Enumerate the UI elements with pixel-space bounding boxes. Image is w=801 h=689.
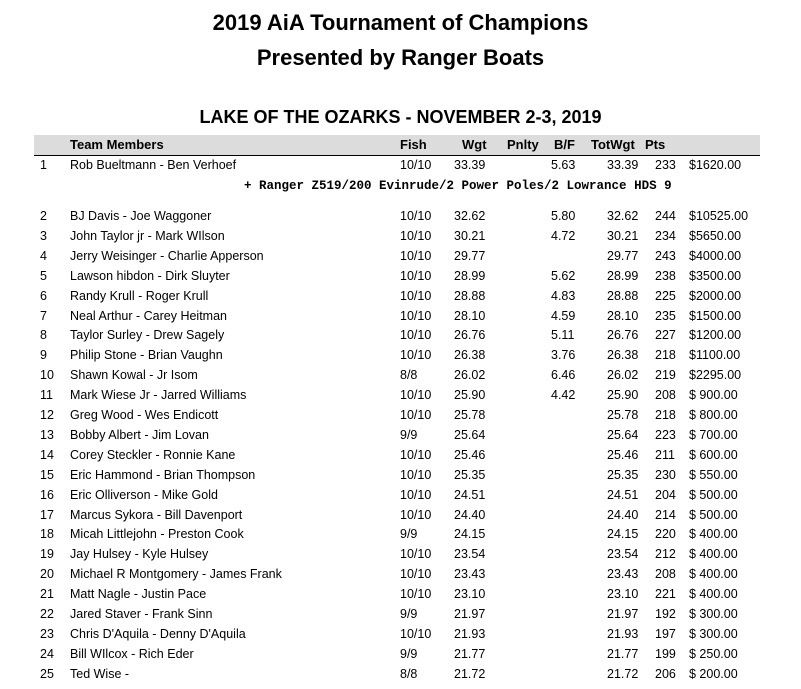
weight: 24.40 bbox=[454, 507, 486, 522]
page-subtitle-sponsor: Presented by Ranger Boats bbox=[256, 45, 545, 70]
fish-count: 9/9 bbox=[400, 646, 418, 661]
weight: 23.54 bbox=[454, 547, 486, 562]
weight: 28.99 bbox=[454, 268, 486, 283]
weight: 21.97 bbox=[454, 607, 486, 621]
table-row bbox=[34, 366, 760, 386]
fish-count: 9/9 bbox=[400, 427, 418, 442]
big-fish: 5.11 bbox=[551, 328, 575, 343]
total-weight: 24.40 bbox=[607, 507, 639, 522]
place-number: 5 bbox=[40, 268, 47, 283]
weight: 30.21 bbox=[454, 228, 486, 243]
table-row bbox=[34, 287, 760, 307]
prize-money: $1500.00 bbox=[689, 308, 742, 323]
place-number: 12 bbox=[40, 408, 54, 422]
big-fish: 5.80 bbox=[551, 209, 576, 223]
points: 218 bbox=[655, 348, 676, 363]
header-team-members: Team Members bbox=[70, 137, 164, 152]
total-weight: 33.39 bbox=[607, 158, 639, 172]
fish-count: 10/10 bbox=[400, 547, 432, 562]
fish-count: 10/10 bbox=[400, 228, 432, 243]
team-members: Rob Bueltmann - Ben Verhoef bbox=[70, 158, 237, 172]
prize-money: $ 700.00 bbox=[689, 427, 738, 442]
place-number: 1 bbox=[40, 158, 47, 172]
place-number: 16 bbox=[40, 487, 54, 502]
place-number: 7 bbox=[40, 308, 47, 323]
team-members: Ted Wise - bbox=[70, 666, 130, 681]
table-row bbox=[34, 326, 760, 346]
weight: 25.46 bbox=[454, 447, 486, 462]
winner-prize-note: + Ranger Z519/200 Evinrude/2 Power Poles/2 Lowrance HDS 9 bbox=[244, 179, 672, 193]
team-members: Chris D'Aquila - Denny D'Aquila bbox=[70, 626, 246, 641]
points: 212 bbox=[655, 547, 676, 562]
big-fish: 5.62 bbox=[551, 268, 576, 283]
points: 199 bbox=[655, 646, 676, 661]
weight: 23.43 bbox=[454, 567, 486, 582]
place-number: 11 bbox=[40, 388, 53, 403]
points: 235 bbox=[655, 308, 676, 323]
team-members: Neal Arthur - Carey Heitman bbox=[70, 308, 228, 323]
points: 221 bbox=[655, 587, 676, 602]
prize-money: $5650.00 bbox=[689, 228, 742, 243]
table-row bbox=[34, 346, 760, 366]
total-weight: 32.62 bbox=[607, 209, 639, 223]
place-number: 6 bbox=[40, 288, 47, 303]
total-weight: 25.35 bbox=[607, 467, 639, 482]
weight: 21.77 bbox=[454, 646, 486, 661]
points: 225 bbox=[655, 288, 676, 303]
points: 220 bbox=[655, 527, 676, 542]
big-fish: 4.59 bbox=[551, 308, 576, 323]
table-row bbox=[34, 156, 760, 176]
weight: 26.02 bbox=[454, 368, 486, 383]
prize-money: $ 500.00 bbox=[689, 507, 738, 522]
prize-money: $ 550.00 bbox=[689, 467, 738, 482]
team-members: Eric Hammond - Brian Thompson bbox=[70, 467, 256, 482]
page-title: 2019 AiA Tournament of Champions bbox=[212, 10, 589, 35]
team-members: John Taylor jr - Mark WIlson bbox=[70, 228, 225, 243]
prize-money: $ 500.00 bbox=[689, 487, 738, 502]
place-number: 8 bbox=[40, 328, 47, 343]
prize-money: $ 250.00 bbox=[689, 646, 738, 661]
weight: 29.77 bbox=[454, 248, 486, 263]
weight: 25.35 bbox=[454, 467, 486, 482]
team-members: Matt Nagle - Justin Pace bbox=[70, 587, 207, 602]
prize-money: $4000.00 bbox=[689, 248, 742, 263]
table-row bbox=[34, 446, 760, 466]
fish-count: 8/8 bbox=[400, 666, 418, 681]
total-weight: 25.64 bbox=[607, 427, 639, 442]
place-number: 19 bbox=[40, 547, 54, 562]
fish-count: 10/10 bbox=[400, 487, 432, 502]
team-members: Micah Littlejohn - Preston Cook bbox=[70, 527, 244, 542]
prize-money: $ 300.00 bbox=[689, 607, 738, 621]
total-weight: 26.38 bbox=[607, 348, 639, 363]
fish-count: 10/10 bbox=[400, 248, 432, 263]
header-big-fish: B/F bbox=[554, 137, 575, 152]
table-row bbox=[34, 665, 760, 685]
total-weight: 24.15 bbox=[607, 527, 639, 542]
place-number: 24 bbox=[40, 646, 54, 661]
team-members: Corey Steckler - Ronnie Kane bbox=[70, 447, 236, 462]
results-table-header bbox=[34, 135, 760, 156]
points: 230 bbox=[655, 467, 676, 482]
team-members: Jerry Weisinger - Charlie Apperson bbox=[70, 248, 264, 263]
fish-count: 10/10 bbox=[400, 467, 432, 482]
team-members: Michael R Montgomery - James Frank bbox=[70, 567, 282, 582]
header-fish: Fish bbox=[400, 137, 427, 152]
total-weight: 25.78 bbox=[607, 408, 639, 422]
fish-count: 10/10 bbox=[400, 626, 432, 641]
header-weight: Wgt bbox=[462, 137, 487, 152]
big-fish: 4.83 bbox=[551, 288, 576, 303]
prize-money: $3500.00 bbox=[689, 268, 742, 283]
prize-money: $ 400.00 bbox=[689, 527, 738, 542]
points: 238 bbox=[655, 268, 676, 283]
fish-count: 10/10 bbox=[400, 328, 432, 343]
weight: 32.62 bbox=[454, 209, 486, 223]
prize-money: $2000.00 bbox=[689, 288, 742, 303]
points: 219 bbox=[655, 368, 676, 383]
fish-count: 9/9 bbox=[400, 527, 418, 542]
place-number: 2 bbox=[40, 209, 47, 223]
fish-count: 9/9 bbox=[400, 607, 418, 621]
big-fish: 5.63 bbox=[551, 158, 576, 172]
place-number: 10 bbox=[40, 368, 54, 383]
fish-count: 10/10 bbox=[400, 268, 432, 283]
points: 208 bbox=[655, 567, 676, 582]
prize-money: $ 400.00 bbox=[689, 567, 738, 582]
weight: 26.76 bbox=[454, 328, 486, 343]
fish-count: 10/10 bbox=[400, 348, 432, 363]
table-row bbox=[34, 207, 760, 227]
team-members: Lawson hibdon - Dirk Sluyter bbox=[70, 268, 230, 283]
table-row bbox=[34, 267, 760, 287]
table-row bbox=[34, 605, 760, 625]
team-members: Bill WIlcox - Rich Eder bbox=[70, 646, 194, 661]
prize-money: $ 900.00 bbox=[689, 388, 738, 403]
team-members: BJ Davis - Joe Waggoner bbox=[70, 209, 212, 223]
points: 208 bbox=[655, 388, 676, 403]
weight: 24.51 bbox=[454, 487, 486, 502]
place-number: 21 bbox=[40, 587, 54, 602]
points: 233 bbox=[655, 158, 676, 172]
fish-count: 8/8 bbox=[400, 368, 418, 383]
header-total-weight: TotWgt bbox=[591, 137, 635, 152]
points: 204 bbox=[655, 487, 676, 502]
big-fish: 6.46 bbox=[551, 368, 576, 383]
total-weight: 23.10 bbox=[607, 587, 639, 602]
place-number: 22 bbox=[40, 607, 54, 621]
prize-money: $1200.00 bbox=[689, 328, 742, 343]
table-row bbox=[34, 386, 760, 406]
weight: 28.88 bbox=[454, 288, 486, 303]
table-row bbox=[34, 545, 760, 565]
event-subtitle: LAKE OF THE OZARKS - NOVEMBER 2-3, 2019 bbox=[199, 107, 602, 127]
points: 243 bbox=[655, 248, 676, 263]
team-members: Jay Hulsey - Kyle Hulsey bbox=[70, 547, 209, 562]
place-number: 14 bbox=[40, 447, 54, 462]
fish-count: 10/10 bbox=[400, 587, 432, 602]
points: 211 bbox=[655, 447, 675, 462]
table-row bbox=[34, 406, 760, 426]
points: 227 bbox=[655, 328, 676, 343]
fish-count: 10/10 bbox=[400, 308, 432, 323]
team-members: Mark Wiese Jr - Jarred Williams bbox=[70, 388, 247, 403]
weight: 24.15 bbox=[454, 527, 486, 542]
team-members: Marcus Sykora - Bill Davenport bbox=[70, 507, 243, 522]
big-fish: 4.72 bbox=[551, 228, 576, 243]
total-weight: 26.76 bbox=[607, 328, 639, 343]
table-row bbox=[34, 426, 760, 446]
fish-count: 10/10 bbox=[400, 567, 432, 582]
big-fish: 3.76 bbox=[551, 348, 576, 363]
total-weight: 21.97 bbox=[607, 607, 639, 621]
prize-money: $2295.00 bbox=[689, 368, 742, 383]
team-members: Philip Stone - Brian Vaughn bbox=[70, 348, 223, 363]
prize-money: $ 200.00 bbox=[689, 666, 738, 681]
place-number: 4 bbox=[40, 248, 47, 263]
total-weight: 28.88 bbox=[607, 288, 639, 303]
total-weight: 21.93 bbox=[607, 626, 639, 641]
total-weight: 25.90 bbox=[607, 388, 639, 403]
weight: 28.10 bbox=[454, 308, 486, 323]
table-row bbox=[34, 506, 760, 526]
points: 214 bbox=[655, 507, 676, 522]
weight: 21.72 bbox=[454, 666, 486, 681]
total-weight: 26.02 bbox=[607, 368, 639, 383]
header-penalty: Pnlty bbox=[507, 137, 539, 152]
place-number: 3 bbox=[40, 228, 47, 243]
place-number: 9 bbox=[40, 348, 47, 363]
weight: 21.93 bbox=[454, 626, 486, 641]
table-row bbox=[34, 565, 760, 585]
place-number: 13 bbox=[40, 427, 54, 442]
team-members: Greg Wood - Wes Endicott bbox=[70, 408, 219, 422]
total-weight: 21.77 bbox=[607, 646, 639, 661]
table-row bbox=[34, 466, 760, 486]
points: 244 bbox=[655, 209, 676, 223]
table-row bbox=[34, 486, 760, 506]
prize-money: $ 600.00 bbox=[689, 447, 738, 462]
fish-count: 10/10 bbox=[400, 447, 432, 462]
points: 218 bbox=[655, 408, 676, 422]
big-fish: 4.42 bbox=[551, 388, 576, 403]
table-row bbox=[34, 227, 760, 247]
header-points: Pts bbox=[645, 137, 666, 152]
place-number: 20 bbox=[40, 567, 54, 582]
prize-money: $1620.00 bbox=[689, 158, 742, 172]
points: 223 bbox=[655, 427, 676, 442]
total-weight: 23.43 bbox=[607, 567, 639, 582]
prize-money: $ 400.00 bbox=[689, 587, 738, 602]
prize-money: $10525.00 bbox=[689, 209, 749, 223]
table-row bbox=[34, 247, 760, 267]
table-row bbox=[34, 525, 760, 545]
fish-count: 10/10 bbox=[400, 158, 432, 172]
table-row bbox=[34, 585, 760, 605]
place-number: 23 bbox=[40, 626, 54, 641]
team-members: Taylor Surley - Drew Sagely bbox=[70, 328, 225, 343]
fish-count: 10/10 bbox=[400, 209, 432, 223]
weight: 25.78 bbox=[454, 408, 486, 422]
table-row bbox=[34, 625, 760, 645]
total-weight: 23.54 bbox=[607, 547, 639, 562]
total-weight: 25.46 bbox=[607, 447, 639, 462]
team-members: Randy Krull - Roger Krull bbox=[70, 288, 209, 303]
weight: 23.10 bbox=[454, 587, 486, 602]
points: 192 bbox=[655, 607, 676, 621]
place-number: 17 bbox=[40, 507, 54, 522]
points: 234 bbox=[655, 228, 676, 243]
team-members: Eric Olliverson - Mike Gold bbox=[70, 487, 218, 502]
team-members: Bobby Albert - Jim Lovan bbox=[70, 427, 209, 442]
weight: 26.38 bbox=[454, 348, 486, 363]
points: 197 bbox=[655, 626, 676, 641]
total-weight: 28.10 bbox=[607, 308, 639, 323]
prize-money: $ 300.00 bbox=[689, 626, 738, 641]
total-weight: 24.51 bbox=[607, 487, 639, 502]
prize-money: $1100.00 bbox=[689, 348, 741, 363]
weight: 25.64 bbox=[454, 427, 486, 442]
weight: 33.39 bbox=[454, 158, 486, 172]
weight: 25.90 bbox=[454, 388, 486, 403]
fish-count: 10/10 bbox=[400, 388, 432, 403]
fish-count: 10/10 bbox=[400, 408, 432, 422]
total-weight: 28.99 bbox=[607, 268, 639, 283]
total-weight: 30.21 bbox=[607, 228, 639, 243]
team-members: Jared Staver - Frank Sinn bbox=[70, 607, 213, 621]
team-members: Shawn Kowal - Jr Isom bbox=[70, 368, 198, 383]
prize-money: $ 800.00 bbox=[689, 408, 738, 422]
place-number: 18 bbox=[40, 527, 54, 542]
fish-count: 10/10 bbox=[400, 288, 432, 303]
fish-count: 10/10 bbox=[400, 507, 432, 522]
points: 206 bbox=[655, 666, 676, 681]
table-row bbox=[34, 645, 760, 665]
total-weight: 29.77 bbox=[607, 248, 639, 263]
total-weight: 21.72 bbox=[607, 666, 639, 681]
prize-money: $ 400.00 bbox=[689, 547, 738, 562]
place-number: 25 bbox=[40, 666, 54, 681]
place-number: 15 bbox=[40, 467, 54, 482]
table-row bbox=[34, 307, 760, 327]
